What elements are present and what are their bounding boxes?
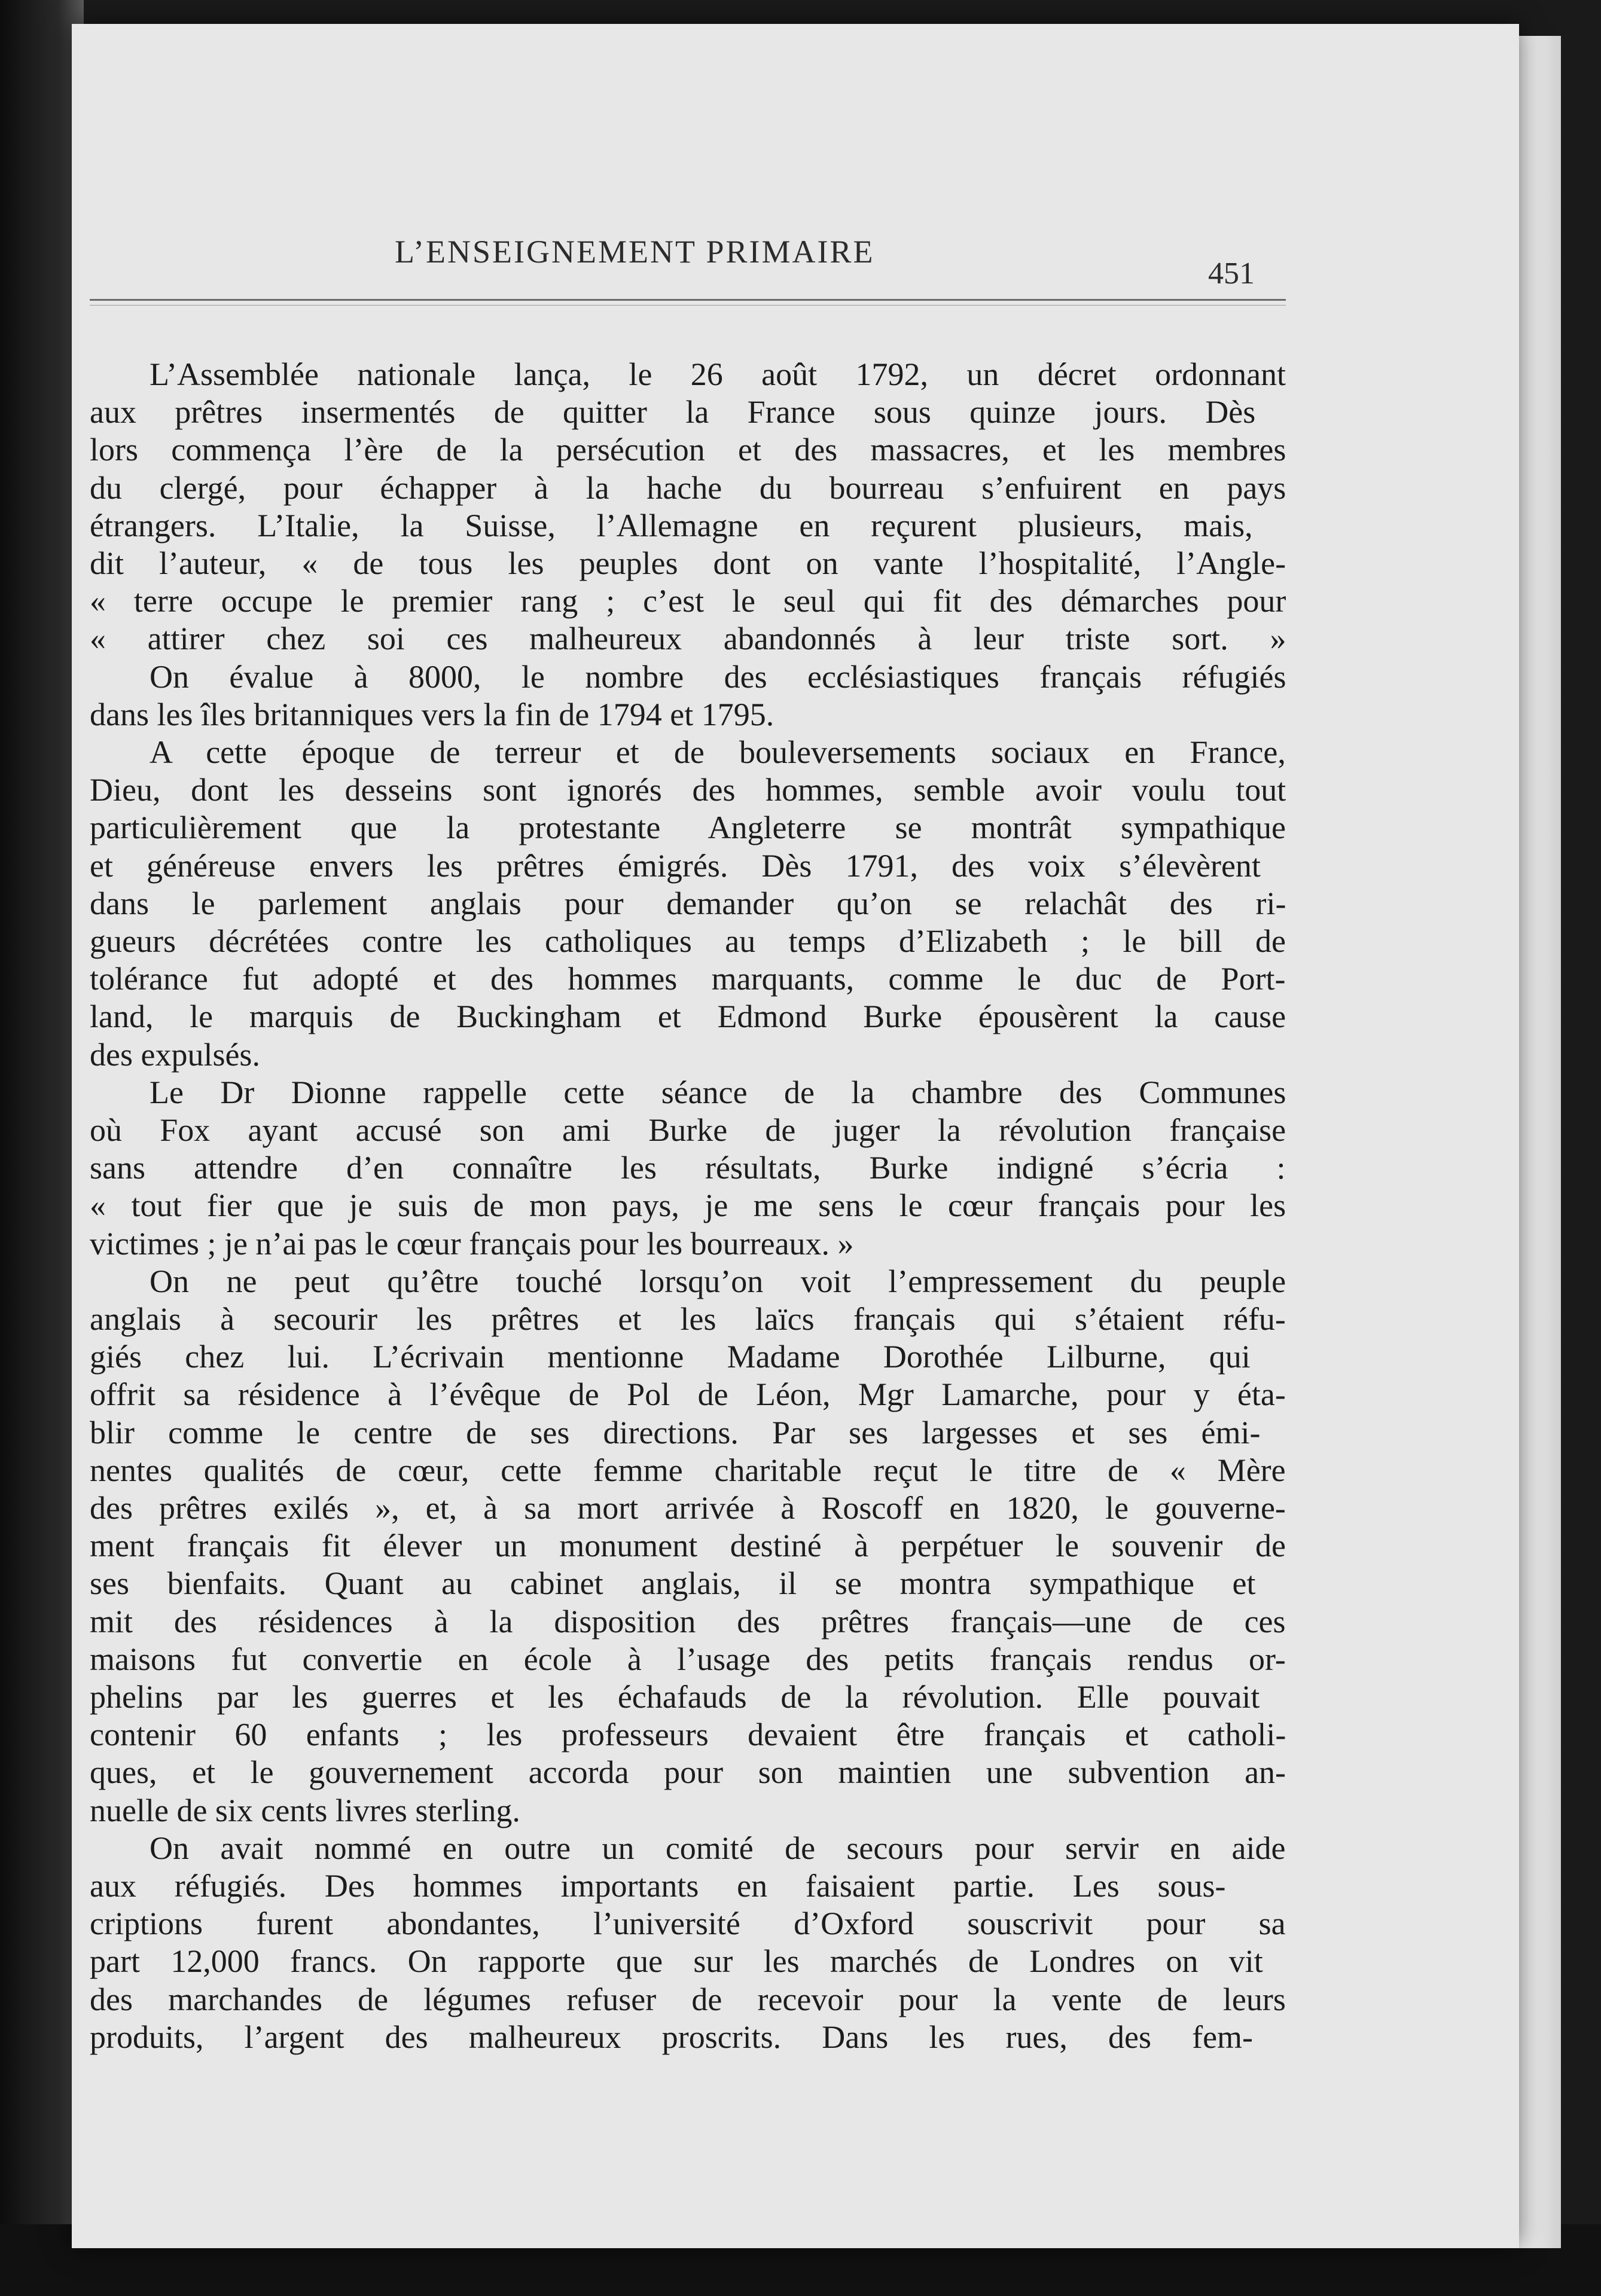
- text-line: Le Dr Dionne rappelle cette séance de la chambre des Communes: [150, 1074, 1286, 1110]
- text-line: part 12,000 francs. On rapporte que sur les marchés de Londres on vit: [90, 1943, 1263, 1979]
- book-page: [72, 24, 1519, 2248]
- text-line: maisons fut convertie en école à l’usage des petits français rendus or-: [90, 1641, 1286, 1677]
- text-line: des prêtres exilés », et, à sa mort arrivée à Roscoff en 1820, le gouverne-: [90, 1490, 1286, 1526]
- text-line: où Fox ayant accusé son ami Burke de juger la révolution française: [90, 1112, 1286, 1148]
- text-line: étrangers. L’Italie, la Suisse, l’Allemagne en reçurent plusieurs, mais,: [90, 508, 1253, 544]
- text-line: On avait nommé en outre un comité de secours pour servir en aide: [150, 1830, 1286, 1866]
- text-line: tolérance fut adopté et des hommes marquants, comme le duc de Port-: [90, 961, 1286, 997]
- text-line: lors commença l’ère de la persécution et des massacres, et les membres: [90, 432, 1286, 468]
- page-number: 451: [1208, 257, 1255, 291]
- text-line: aux réfugiés. Des hommes importants en faisaient partie. Les sous-: [90, 1868, 1226, 1904]
- text-line: du clergé, pour échapper à la hache du bourreau s’enfuirent en pays: [90, 470, 1286, 506]
- text-line: victimes ; je n’ai pas le cœur français pour les bourreaux. »: [90, 1226, 854, 1262]
- header-rule-thin: [90, 305, 1286, 306]
- text-line: « tout fier que je suis de mon pays, je me sens le cœur français pour les: [90, 1187, 1286, 1223]
- text-line: produits, l’argent des malheureux proscrits. Dans les rues, des fem-: [90, 2019, 1254, 2055]
- text-line: et généreuse envers les prêtres émigrés. Dès 1791, des voix s’élevèrent: [90, 848, 1261, 884]
- text-line: gueurs décrétées contre les catholiques au temps d’Elizabeth ; le bill de: [90, 923, 1286, 959]
- page-header: [72, 209, 1519, 291]
- text-line: L’Assemblée nationale lança, le 26 août 1792, un décret ordonnant: [150, 356, 1286, 392]
- text-line: dit l’auteur, « de tous les peuples dont on vante l’hospitalité, l’Angle-: [90, 545, 1286, 581]
- text-line: contenir 60 enfants ; les professeurs devaient être français et catholi-: [90, 1717, 1286, 1752]
- text-line: phelins par les guerres et les échafauds de la révolution. Elle pouvait: [90, 1679, 1260, 1715]
- text-line: blir comme le centre de ses directions. Par ses largesses et ses émi-: [90, 1415, 1261, 1451]
- text-line: mit des résidences à la disposition des prêtres français—une de ces: [90, 1604, 1286, 1639]
- text-line: sans attendre d’en connaître les résultats, Burke indigné s’écria :: [90, 1150, 1286, 1186]
- text-line: dans les îles britanniques vers la fin de 1794 et 1795.: [90, 697, 774, 732]
- scan-backdrop-left: [0, 0, 84, 2296]
- text-line: nuelle de six cents livres sterling.: [90, 1793, 520, 1828]
- text-line: criptions furent abondantes, l’université d’Oxford souscrivit pour sa: [90, 1906, 1286, 1941]
- text-line: ment français fit élever un monument destiné à perpétuer le souvenir de: [90, 1528, 1286, 1564]
- text-line: « terre occupe le premier rang ; c’est le seul qui fit des démarches pour: [90, 583, 1286, 619]
- text-line: « attirer chez soi ces malheureux abandonnés à leur triste sort. »: [90, 621, 1286, 657]
- text-line: nentes qualités de cœur, cette femme charitable reçut le titre de « Mère: [90, 1452, 1286, 1488]
- text-line: aux prêtres insermentés de quitter la France sous quinze jours. Dès: [90, 394, 1256, 430]
- text-line: offrit sa résidence à l’évêque de Pol de Léon, Mgr Lamarche, pour y éta-: [90, 1376, 1286, 1412]
- text-line: Dieu, dont les desseins sont ignorés des hommes, semble avoir voulu tout: [90, 772, 1286, 808]
- text-line: A cette époque de terreur et de bouleversements sociaux en France,: [150, 734, 1286, 770]
- text-line: giés chez lui. L’écrivain mentionne Madame Dorothée Lilburne, qui: [90, 1339, 1251, 1375]
- text-line: On évalue à 8000, le nombre des ecclésiastiques français réfugiés: [150, 659, 1286, 695]
- text-line: des expulsés.: [90, 1037, 260, 1073]
- text-line: ses bienfaits. Quant au cabinet anglais, il se montra sympathique et: [90, 1565, 1256, 1601]
- text-line: dans le parlement anglais pour demander qu’on se relachât des ri-: [90, 886, 1286, 921]
- text-line: On ne peut qu’être touché lorsqu’on voit l’empressement du peuple: [150, 1263, 1286, 1299]
- header-rule: [90, 299, 1286, 301]
- text-line: particulièrement que la protestante Angleterre se montrât sympathique: [90, 810, 1286, 845]
- text-line: des marchandes de légumes refuser de recevoir pour la vente de leurs: [90, 1981, 1286, 2017]
- text-line: anglais à secourir les prêtres et les laïcs français qui s’étaient réfu-: [90, 1301, 1286, 1337]
- text-line: ques, et le gouvernement accorda pour son maintien une subvention an-: [90, 1754, 1286, 1790]
- text-line: land, le marquis de Buckingham et Edmond Burke épousèrent la cause: [90, 999, 1286, 1034]
- running-head: L’ENSEIGNEMENT PRIMAIRE: [395, 234, 875, 270]
